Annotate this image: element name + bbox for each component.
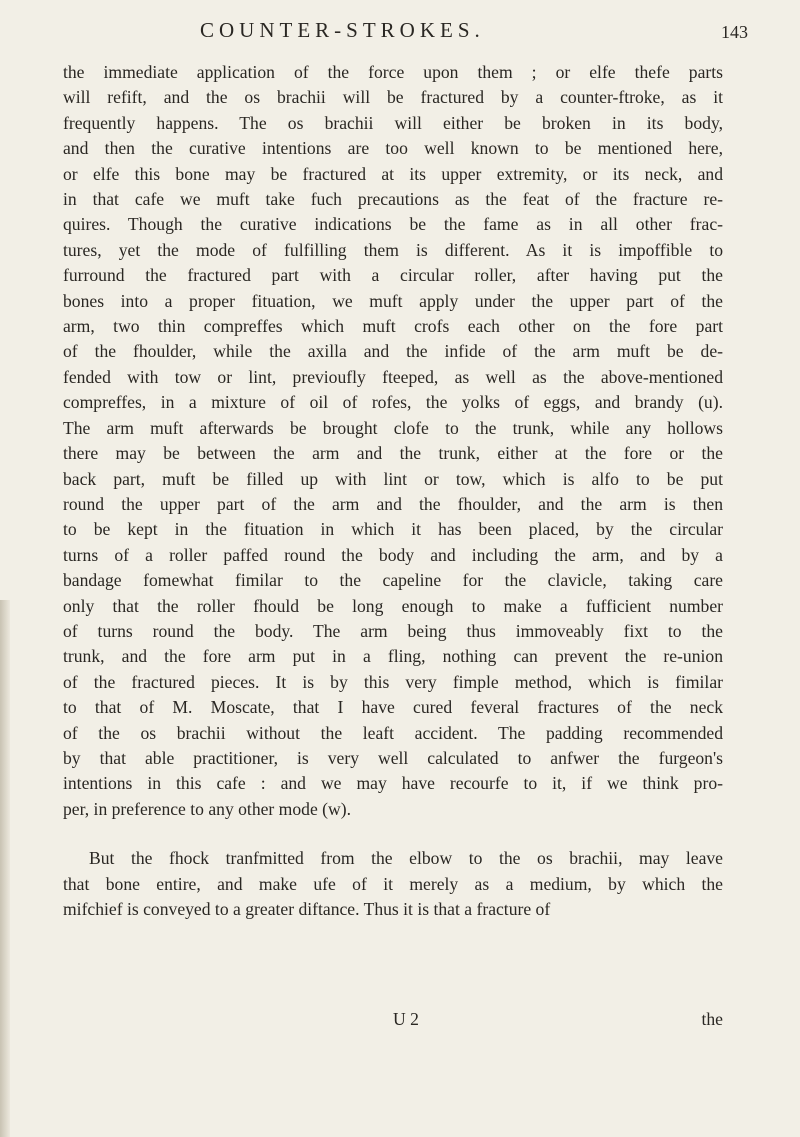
text-line: furround the fractured part with a circular roller, after having put the	[63, 265, 723, 286]
text-line: will refift, and the os brachii will be fractured by a counter-ftroke, as it	[63, 87, 723, 108]
paragraph-gap	[63, 822, 723, 846]
page-gutter-shadow	[0, 600, 10, 1137]
text-line: frequently happens. The os brachii will either be broken in its body,	[63, 112, 723, 133]
paragraph	[63, 60, 723, 822]
text-line: But the fhock tranfmitted from the elbow to the os brachii, may leave	[89, 848, 723, 869]
text-line: per, in preference to any other mode (w).	[63, 798, 351, 819]
text-line: that bone entire, and make ufe of it merely as a medium, by which the	[63, 873, 723, 894]
text-line: fended with tow or lint, previoufly fteeped, as well as the above-mentioned	[63, 366, 723, 387]
signature-mark: U 2	[393, 1009, 419, 1029]
text-line: The arm muft afterwards be brought clofe to the trunk, while any hollows	[63, 417, 723, 438]
text-line: round the upper part of the arm and the fhoulder, and the arm is then	[63, 493, 723, 514]
text-line: of the os brachii without the leaft accident. The padding recommended	[63, 722, 723, 743]
text-line: back part, muft be filled up with lint or tow, which is alfo to be put	[63, 468, 723, 489]
text-line: tures, yet the mode of fulfilling them is different. As it is impoffible to	[63, 239, 723, 260]
text-line: only that the roller fhould be long enough to make a fufficient number	[63, 595, 723, 616]
body-text	[63, 60, 723, 922]
text-line: arm, two thin compreffes which muft crofs each other on the fore part	[63, 316, 723, 337]
running-head-title: COUNTER-STROKES.	[200, 18, 485, 42]
text-line: to be kept in the fituation in which it has been placed, by the circular	[63, 519, 723, 540]
text-line: trunk, and the fore arm put in a fling, nothing can prevent the re-union	[63, 646, 723, 667]
text-line: of the fractured pieces. It is by this very fimple method, which is fimilar	[63, 671, 723, 692]
text-line: turns of a roller paffed round the body and including the arm, and by a	[63, 544, 723, 565]
text-line: of the fhoulder, while the axilla and the infide of the arm muft be de-	[63, 341, 723, 362]
text-line: by that able practitioner, is very well calculated to anfwer the furgeon's	[63, 747, 723, 768]
text-line: compreffes, in a mixture of oil of rofes, the yolks of eggs, and brandy (u).	[63, 392, 723, 413]
text-line: bandage fomewhat fimilar to the capeline for the clavicle, taking care	[63, 570, 723, 591]
page-footer	[63, 1009, 723, 1035]
text-line: and then the curative intentions are too well known to be mentioned here,	[63, 138, 723, 159]
page-number: 143	[721, 22, 748, 42]
text-line: the immediate application of the force upon them ; or elfe thefe parts	[63, 62, 723, 82]
text-line: in that cafe we muft take fuch precautions as the feat of the fracture re-	[63, 189, 723, 210]
paragraph	[63, 846, 723, 922]
text-line: to that of M. Moscate, that I have cured feveral fractures of the neck	[63, 697, 723, 718]
text-line: intentions in this cafe : and we may have recourfe to it, if we think pro-	[63, 773, 723, 794]
running-head	[0, 18, 800, 48]
text-line: there may be between the arm and the trunk, either at the fore or the	[63, 443, 723, 464]
text-line: quires. Though the curative indications be the fame as in all other frac-	[63, 214, 723, 235]
text-line: or elfe this bone may be fractured at its upper extremity, or its neck, and	[63, 163, 723, 184]
text-line: mifchief is conveyed to a greater diftance. Thus it is that a fracture of	[63, 899, 551, 919]
catchword: the	[701, 1009, 723, 1029]
text-line: bones into a proper fituation, we muft apply under the upper part of the	[63, 290, 723, 311]
text-line: of turns round the body. The arm being thus immoveably fixt to the	[63, 620, 723, 641]
